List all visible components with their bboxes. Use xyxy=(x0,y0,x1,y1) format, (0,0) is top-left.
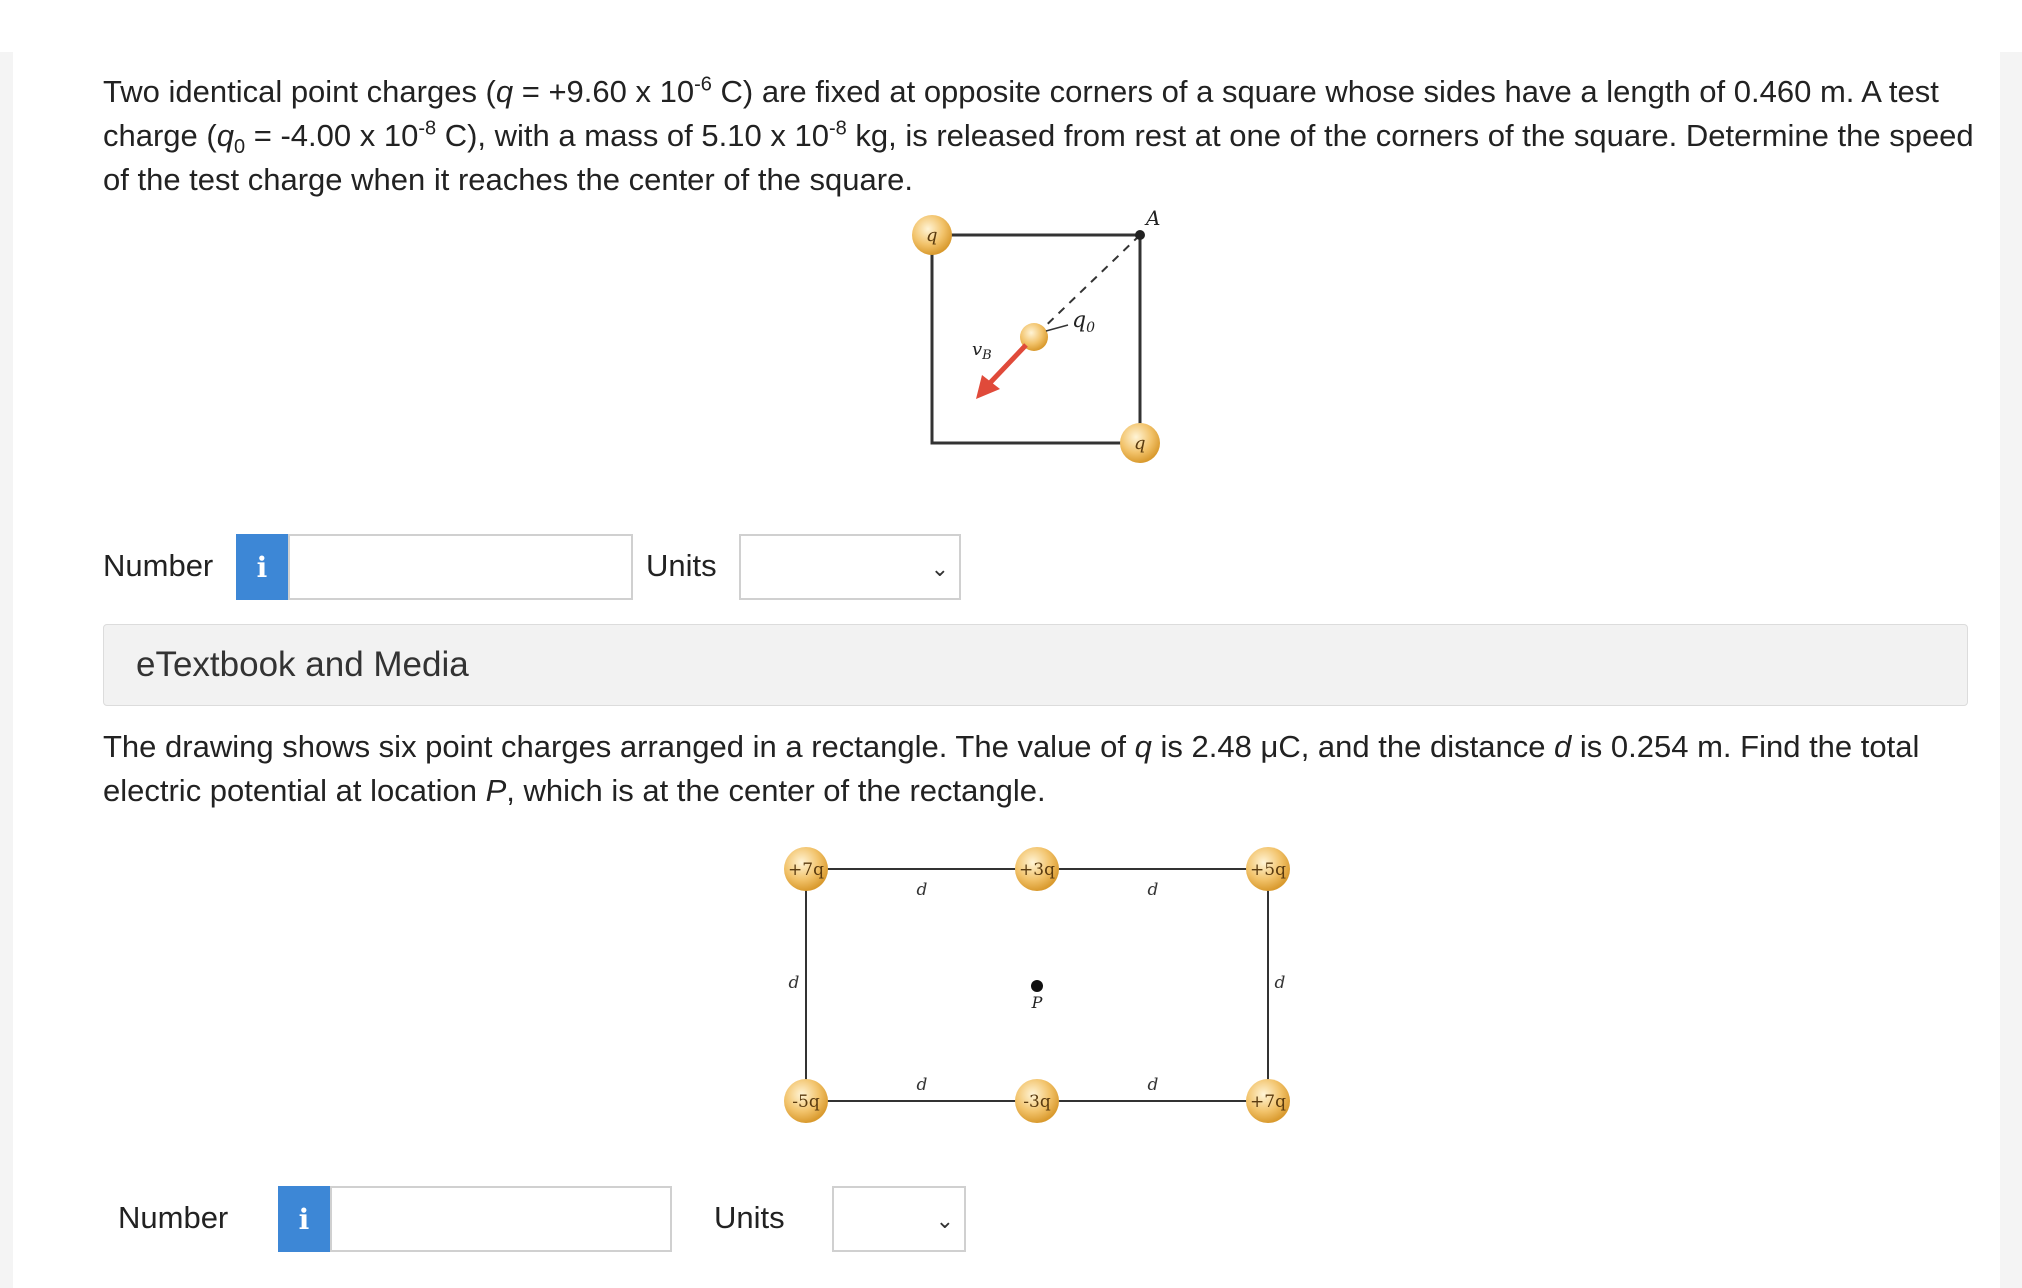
etextbook-media-label: eTextbook and Media xyxy=(136,645,469,684)
chevron-down-icon: ⌄ xyxy=(935,1208,954,1233)
corner-a-dot xyxy=(1135,230,1145,240)
charge-top-left-label: q xyxy=(926,225,938,246)
units-label: Units xyxy=(714,1200,785,1235)
question-2-text: The drawing shows six point charges arranged in a rectangle. The value of q is 2.48 μC, and the distance d is 0.254 m. Find the total electric potential at location P, which is at the center of the rectangle. xyxy=(103,729,1920,808)
test-charge-label-leader xyxy=(1046,325,1068,331)
square-charges-figure xyxy=(900,205,1180,475)
distance-bottom-right: d xyxy=(1147,1075,1159,1095)
distance-bottom-left: d xyxy=(916,1075,928,1095)
info-icon[interactable]: i xyxy=(236,534,288,600)
number-input[interactable] xyxy=(288,534,633,600)
point-p-dot xyxy=(1031,980,1043,992)
charge-bottom-1-label: -5q xyxy=(792,1092,820,1112)
units-select[interactable] xyxy=(739,534,961,600)
answer-row-1 xyxy=(103,534,963,600)
question-1-text: Two identical point charges (q = +9.60 x $10^{-6}$ C) are fixed at opposite corners of a square whose sides have a length of 0.460 m. A test charge ($q_0 = -4.00$ x $10^{-8}$ C), with a mass of 5.10 x $10^{-8}$ kg, is released from rest at one of the corners of the square. Determine the speed of the test charge when it reaches the center of the square. xyxy=(103,73,1974,197)
number-input[interactable] xyxy=(330,1186,672,1252)
right-gutter xyxy=(2000,52,2022,1288)
units-select[interactable] xyxy=(832,1186,966,1252)
left-gutter xyxy=(0,52,13,1288)
distance-right: d xyxy=(1274,973,1286,993)
distance-top-right: d xyxy=(1147,880,1159,900)
charge-bottom-right-label: q xyxy=(1134,433,1146,454)
charge-top-1-label: +7q xyxy=(788,860,824,880)
etextbook-media-bar[interactable] xyxy=(103,624,1968,706)
answer-row-2 xyxy=(118,1186,968,1252)
number-label: Number xyxy=(118,1200,229,1235)
rectangle-charges-figure xyxy=(770,840,1310,1140)
units-label: Units xyxy=(646,548,717,583)
charge-bottom-3-label: +7q xyxy=(1250,1092,1286,1112)
velocity-arrow-shaft xyxy=(988,345,1026,385)
charge-top-2-label: +3q xyxy=(1019,860,1055,880)
corner-a-label: A xyxy=(1146,206,1161,230)
info-icon[interactable]: i xyxy=(278,1186,330,1252)
point-p-label: P xyxy=(1031,993,1043,1012)
distance-left: d xyxy=(788,973,800,993)
distance-top-left: d xyxy=(916,880,928,900)
number-label: Number xyxy=(103,548,214,583)
velocity-label: $v_B$ xyxy=(972,339,992,363)
charge-bottom-2-label: -3q xyxy=(1023,1092,1051,1112)
charge-top-3-label: +5q xyxy=(1250,860,1286,880)
test-charge-label: $q_0$ xyxy=(1072,308,1096,336)
chevron-down-icon: ⌄ xyxy=(930,556,949,581)
